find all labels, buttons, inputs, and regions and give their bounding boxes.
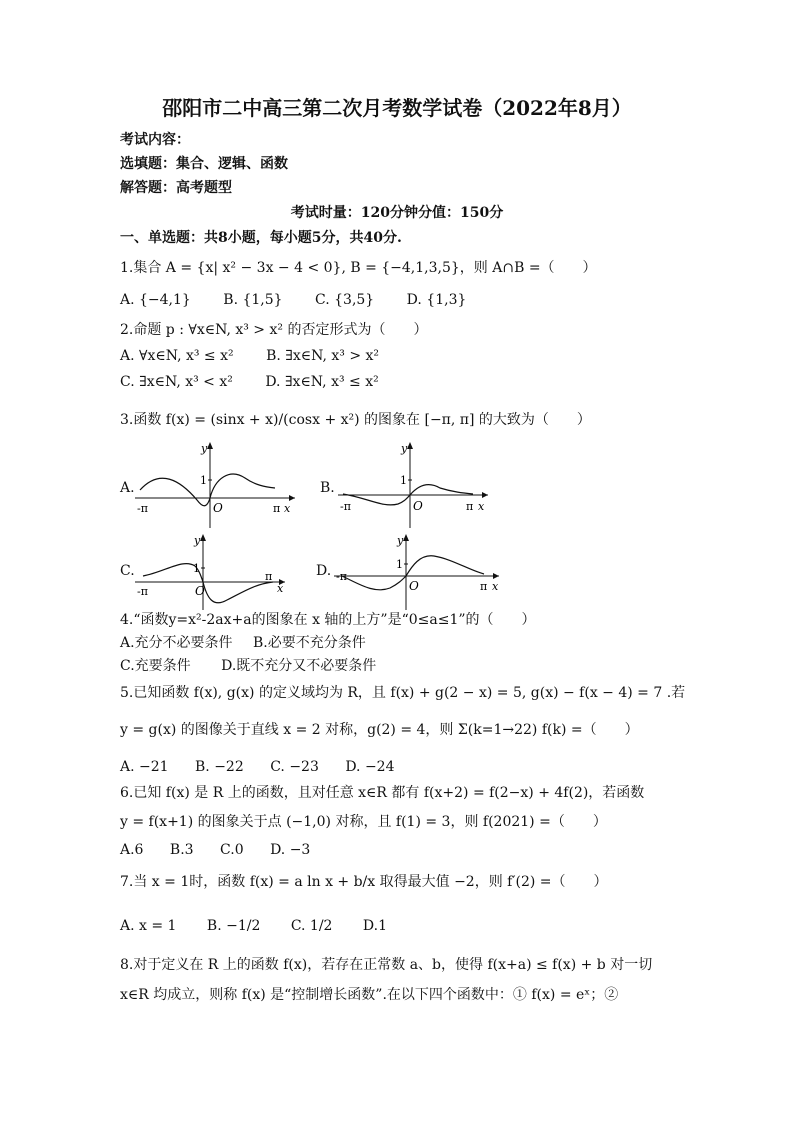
content-label: 考试内容：: [120, 132, 190, 148]
graph-b: [338, 440, 503, 530]
origin-label: O: [413, 499, 423, 513]
option-d: D.1: [362, 918, 388, 934]
option-a: A.充分不必要条件: [120, 635, 233, 651]
question-2-options-row2: [120, 372, 407, 392]
question-6-line1: 6.已知 f(x) 是 R 上的函数，且对任意 x∈R 都有 f(x+2) = f(2−x) + 4f(2)，若函数: [120, 785, 645, 801]
y-label: y: [194, 534, 201, 547]
option-b: B.必要不充分条件: [253, 635, 366, 651]
option-c: C. 1/2: [290, 918, 333, 934]
option-a: A. ∀x∈N, x³ ≤ x²: [120, 348, 234, 364]
answer-scope: 解答题：高考题型: [120, 180, 232, 196]
section-heading: 一、单选题：共8小题，每小题5分，共40分.: [120, 230, 402, 246]
question-2: 2.命题 p : ∀x∈N, x³ > x² 的否定形式为（ ）: [120, 322, 428, 338]
option-c: C. −23: [270, 759, 319, 775]
question-6-line2: y = f(x+1) 的图象关于点 (−1,0) 对称，且 f(1) = 3，则 f(2021) =（ ）: [120, 814, 607, 830]
y-label: y: [201, 442, 208, 455]
option-a: A. {−4,1}: [120, 292, 191, 308]
question-1: 1.集合 A = {x| x² − 3x − 4 < 0}, B = {−4,1,3,5}，则 A∩B =（ ）: [120, 260, 597, 276]
neg-pi-label: -π: [340, 500, 351, 513]
question-4: 4.“函数y=x²-2ax+a的图象在 x 轴的上方”是“0≤a≤1”的（ ）: [120, 612, 536, 628]
pi-label: π: [466, 500, 474, 513]
option-d: D.既不充分又不必要条件: [221, 658, 377, 674]
option-d: D. −3: [270, 842, 311, 858]
one-label: 1: [200, 474, 207, 487]
y-label: y: [397, 534, 404, 547]
option-a: A. x = 1: [120, 918, 177, 934]
question-1-options: [120, 290, 494, 310]
neg-pi-label: -π: [137, 502, 148, 515]
option-d: D. −24: [345, 759, 395, 775]
option-d: D. {1,3}: [406, 292, 467, 308]
neg-pi-label: -π: [336, 570, 347, 583]
origin-label: O: [213, 501, 223, 515]
question-3: 3.函数 f(x) = (sinx + x)/(cosx + x²) 的图象在 [−π, π] 的大致为（ ）: [120, 412, 591, 428]
option-b: B. {1,5}: [223, 292, 283, 308]
question-6-options: [120, 840, 338, 860]
graph-d: [334, 532, 509, 612]
option-c: C.0: [220, 842, 244, 858]
neg-pi-label: -π: [137, 585, 148, 598]
question-5-line1: 5.已知函数 f(x), g(x) 的定义域均为 R，且 f(x) + g(2 − x) = 5, g(x) − f(x − 4) = 7 .若: [120, 685, 686, 701]
question-7-options: [120, 916, 415, 936]
option-c: C. ∃x∈N, x³ < x²: [120, 374, 233, 390]
one-label: 1: [193, 562, 200, 575]
graph-c-label: C.: [120, 563, 135, 579]
question-8-line2: x∈R 均成立，则称 f(x) 是“控制增长函数”.在以下四个函数中：① f(x) = eˣ；②: [120, 987, 619, 1003]
option-b: B. −22: [195, 759, 244, 775]
graph-b-label: B.: [320, 480, 335, 496]
option-c: C. {3,5}: [315, 292, 375, 308]
option-a: A. −21: [120, 759, 169, 775]
x-label: x: [277, 582, 284, 595]
option-a: A.6: [120, 842, 144, 858]
question-5-line2: y = g(x) 的图像关于直线 x = 2 对称，g(2) = 4，则 Σ(k=1→22) f(k) =（ ）: [120, 722, 639, 738]
option-b: B. ∃x∈N, x³ > x²: [266, 348, 380, 364]
option-c: C.充要条件: [120, 658, 191, 674]
pi-label: π: [265, 570, 273, 583]
graph-c: [135, 532, 300, 612]
question-4-options-row2: [120, 656, 404, 676]
graph-a: [135, 440, 300, 530]
origin-label: O: [195, 584, 205, 598]
question-2-options-row1: [120, 346, 407, 366]
question-7: 7.当 x = 1时，函数 f(x) = a ln x + b/x 取得最大值 −2，则 f′(2) =（ ）: [120, 874, 608, 890]
origin-label: O: [409, 579, 419, 593]
one-label: 1: [396, 558, 403, 571]
y-label: y: [401, 442, 408, 455]
x-label: x: [478, 500, 485, 513]
exam-title: 邵阳市二中高三第二次月考数学试卷（2022年8月）: [162, 96, 632, 120]
option-b: B.3: [169, 842, 194, 858]
choice-scope: 选填题：集合、逻辑、函数: [120, 156, 288, 172]
question-4-options-row1: [120, 633, 394, 653]
question-8-line1: 8.对于定义在 R 上的函数 f(x)，若存在正常数 a、b，使得 f(x+a) ≤ f(x) + b 对一切: [120, 957, 653, 973]
one-label: 1: [400, 474, 407, 487]
pi-label: π: [480, 580, 488, 593]
x-label: x: [492, 580, 499, 593]
graph-d-label: D.: [316, 563, 332, 579]
time-score: 考试时量：120分钟分值：150分: [290, 205, 504, 221]
option-d: D. ∃x∈N, x³ ≤ x²: [265, 374, 379, 390]
pi-label: π: [273, 502, 281, 515]
graph-a-label: A.: [120, 480, 135, 496]
question-5-options: [120, 757, 423, 777]
option-b: B. −1/2: [206, 918, 261, 934]
x-label: x: [284, 502, 291, 515]
